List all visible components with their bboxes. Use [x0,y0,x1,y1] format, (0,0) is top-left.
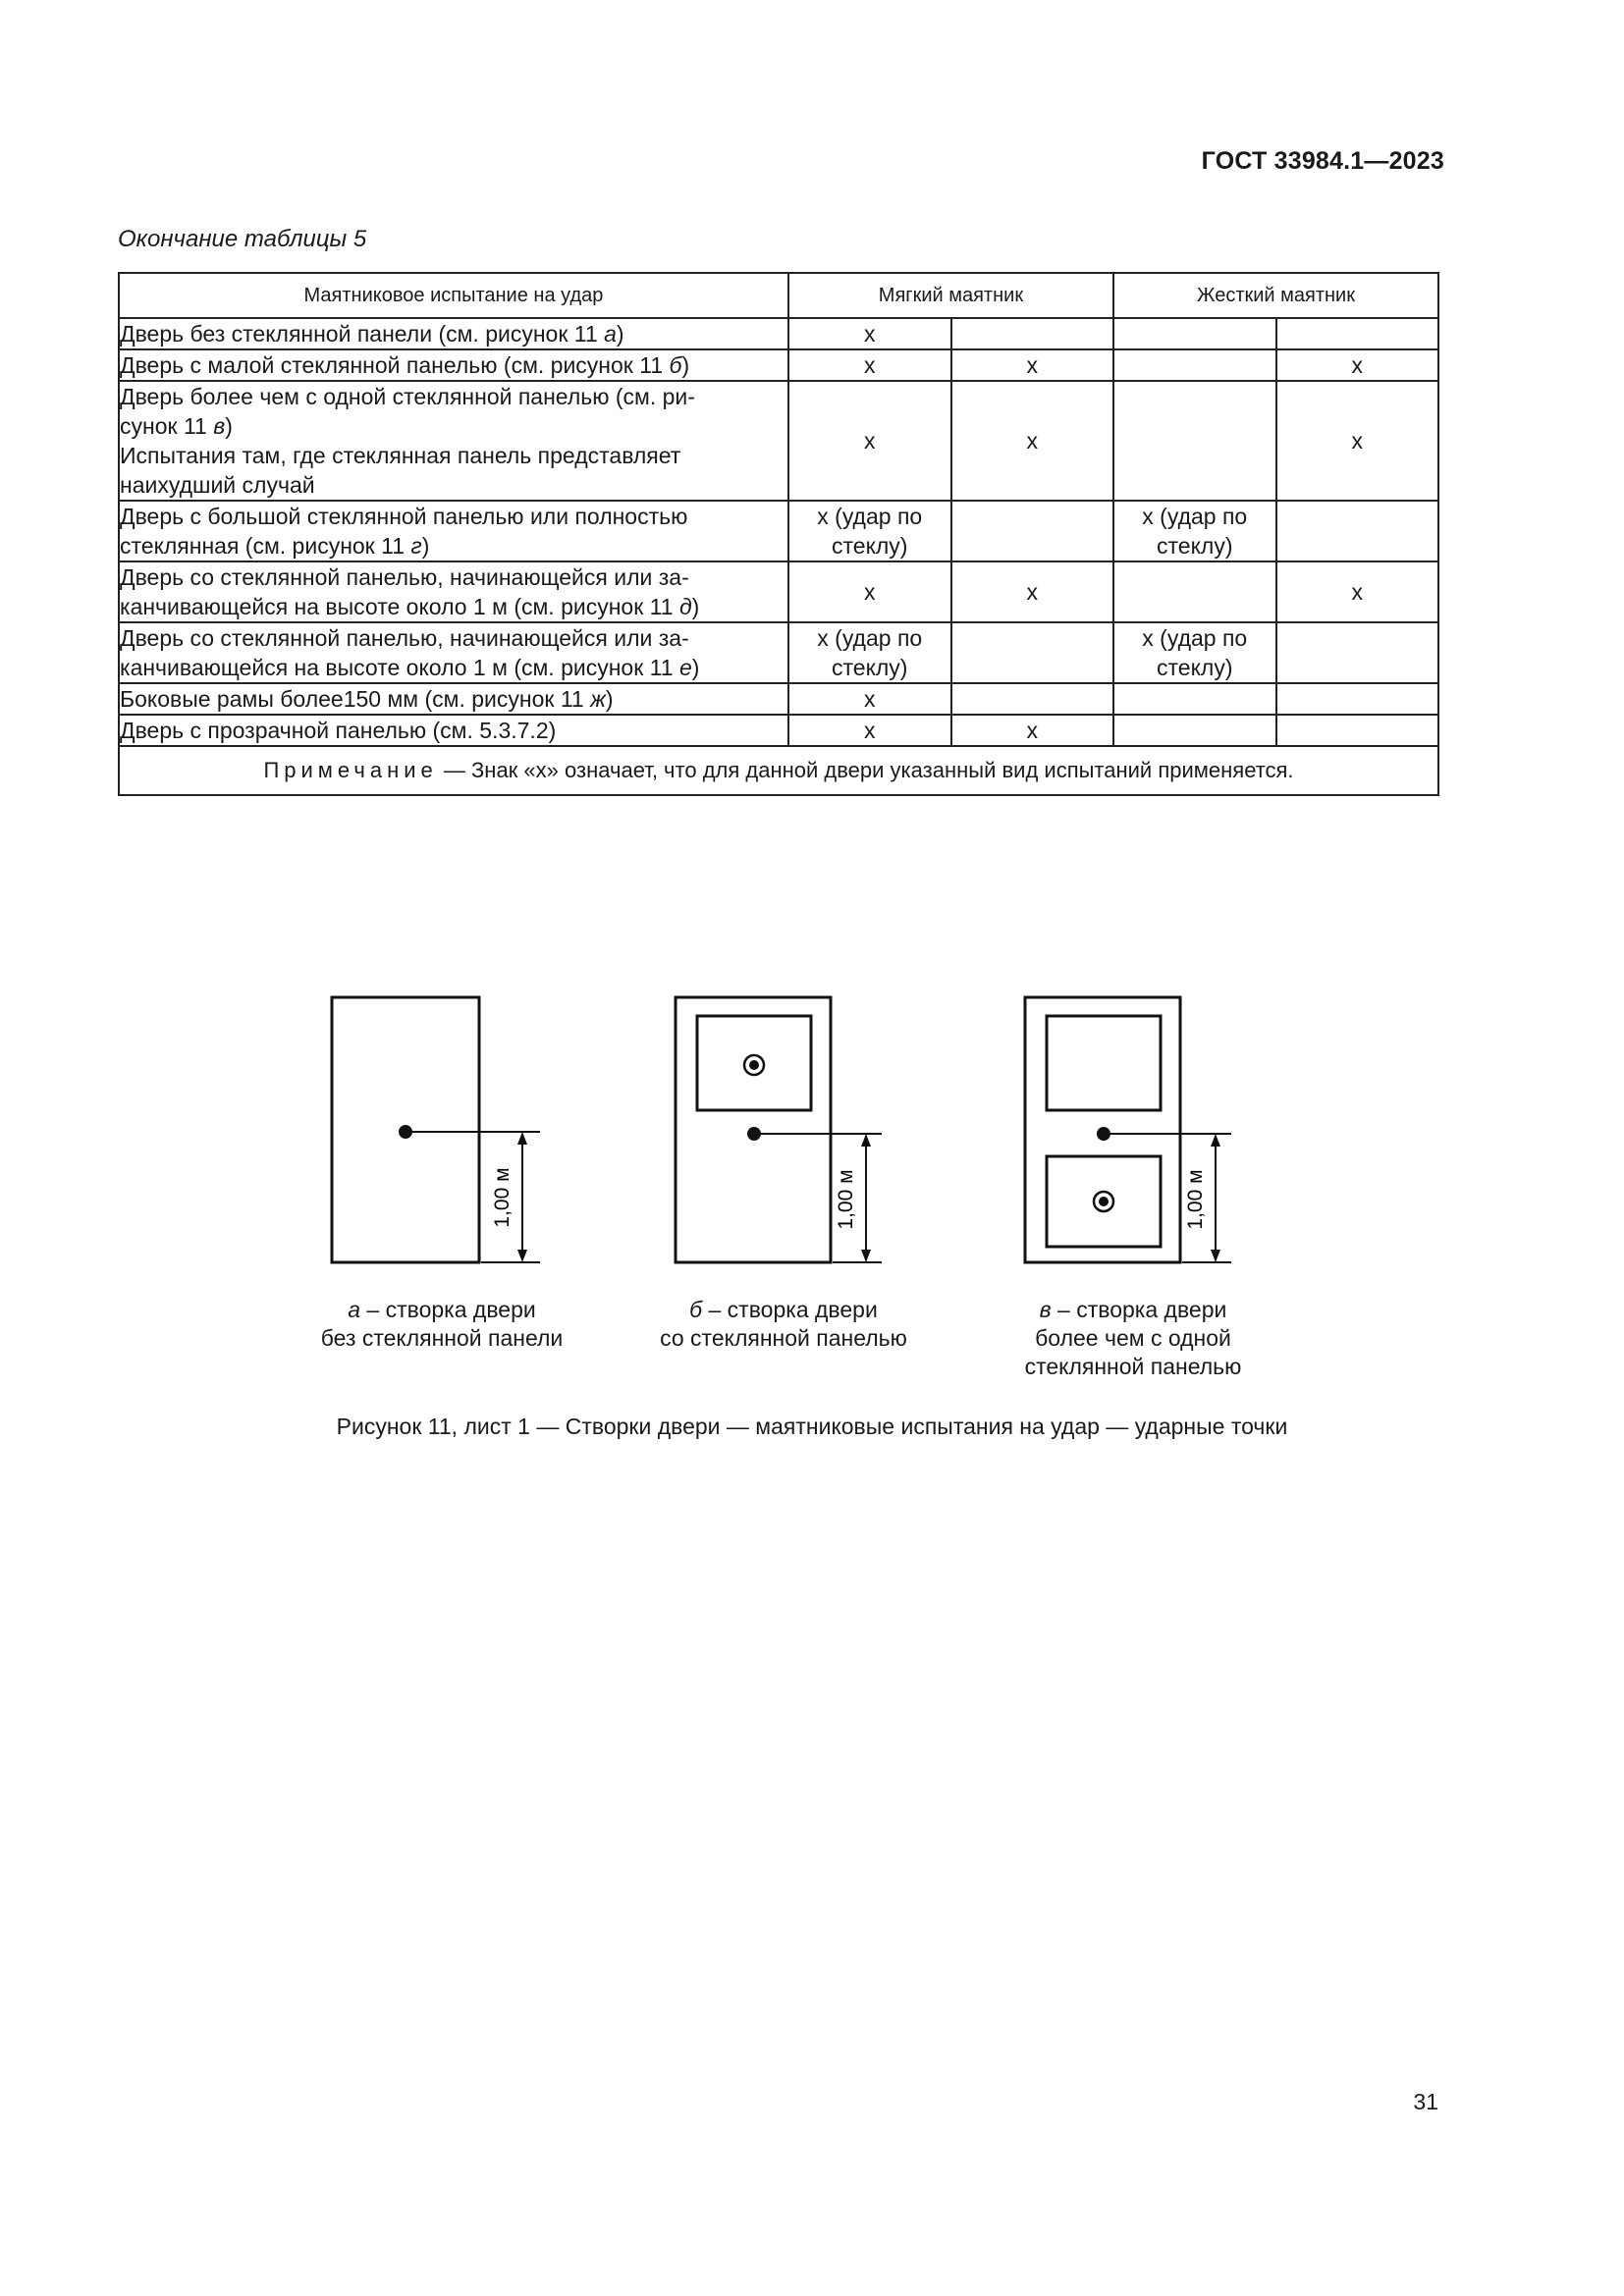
mark-cell-c3 [1113,318,1276,349]
mark-cell-c1: x [788,683,951,715]
note-label: Примечание [263,758,438,782]
mark-cell-c1: x (удар по стеклу) [788,501,951,561]
figure-a [295,991,589,1351]
mark-cell-c1: x [788,715,951,746]
door-diagram-c [986,991,1280,1286]
mark-cell-c3: x (удар по стеклу) [1113,622,1276,683]
table-row [119,501,1438,561]
mark-cell-c2 [951,501,1113,561]
mark-cell-c3 [1113,349,1276,381]
dimension-label: 1,00 м [1184,1169,1207,1230]
mark-cell-c4 [1276,683,1438,715]
header-hard-pendulum: Жесткий маятник [1113,273,1438,318]
table-row [119,622,1438,683]
mark-cell-c4 [1276,318,1438,349]
row-label: Боковые рамы более150 мм (см. рисунок 11 ж) [119,683,788,715]
mark-cell-c1: x [788,349,951,381]
mark-cell-c2: x [951,715,1113,746]
figure-a-caption: а – створка двери без стеклянной панели [320,1297,564,1351]
row-label: Дверь с малой стеклянной панелью (см. рисунок 11 б) [119,349,788,381]
mark-cell-c2 [951,683,1113,715]
dimension-label: 1,00 м [491,1167,514,1228]
arrow-down [1211,1250,1220,1262]
mark-cell-c1: x (удар по стеклу) [788,622,951,683]
table-row [119,683,1438,715]
row-label: Дверь более чем с одной стеклянной панелью (см. ри- сунок 11 в) Испытания там, где стеклянная панель представляет наихудший случай [119,381,788,501]
page-number: 31 [1413,2089,1438,2114]
mark-cell-c4 [1276,501,1438,561]
figure-b-caption: б – створка двери со стеклянной панелью [660,1297,907,1351]
table-row [119,715,1438,746]
row-label: Дверь со стеклянной панелью, начинающейся или за- канчивающейся на высоте около 1 м (см. рисунок 11 д) [119,561,788,622]
arrow-down [861,1250,871,1262]
row-label: Дверь без стеклянной панели (см. рисунок 11 а) [119,318,788,349]
arrow-up [861,1134,871,1147]
figure-title: Рисунок 11, лист 1 — Створки двери — маятниковые испытания на удар — ударные точки [336,1414,1288,1439]
mark-cell-c2: x [951,561,1113,622]
table-row [119,561,1438,622]
arrow-up [1211,1134,1220,1147]
table-caption: Окончание таблицы 5 [118,226,367,252]
mark-cell-c3: x (удар по стеклу) [1113,501,1276,561]
mark-cell-c1: x [788,561,951,622]
header-test: Маятниковое испытание на удар [119,273,788,318]
mark-cell-c1: x [788,381,951,501]
dimension-label: 1,00 м [835,1169,857,1230]
door-diagram-b [636,991,931,1286]
mark-cell-c4: x [1276,561,1438,622]
table-row [119,381,1438,501]
row-label: Дверь со стеклянной панелью, начинающейся или за- канчивающейся на высоте около 1 м (см. рисунок 11 е) [119,622,788,683]
mark-cell-c4: x [1276,349,1438,381]
mark-cell-c4: x [1276,381,1438,501]
mark-cell-c3 [1113,381,1276,501]
row-label: Дверь с большой стеклянной панелью или полностью стеклянная (см. рисунок 11 г) [119,501,788,561]
row-label: Дверь с прозрачной панелью (см. 5.3.7.2) [119,715,788,746]
mark-cell-c1: x [788,318,951,349]
impact-point [747,1127,761,1141]
figure-c [986,991,1280,1379]
table-row [119,349,1438,381]
impact-test-table [118,272,1439,796]
arrow-up [517,1132,527,1145]
document-id: ГОСТ 33984.1—2023 [1201,147,1444,175]
header-soft-pendulum: Мягкий маятник [788,273,1113,318]
table-note [119,746,1438,795]
table-header-row [119,273,1438,318]
mark-cell-c4 [1276,622,1438,683]
impact-point [1097,1127,1110,1141]
door-figures [295,991,1326,1404]
figure-b [636,991,931,1351]
door-diagram-a [295,991,589,1286]
mark-cell-c2: x [951,381,1113,501]
mark-cell-c3 [1113,561,1276,622]
glass-panel-upper [1047,1016,1161,1110]
mark-cell-c3 [1113,683,1276,715]
mark-cell-c2: x [951,349,1113,381]
figure-c-caption: в – створка двери более чем с одной стеклянной панелью [1024,1297,1242,1379]
arrow-down [517,1250,527,1262]
note-text: — Знак «x» означает, что для данной двери указанный вид испытаний применяется. [437,758,1294,782]
table-row [119,318,1438,349]
mark-cell-c3 [1113,715,1276,746]
mark-cell-c4 [1276,715,1438,746]
impact-point [399,1125,412,1139]
mark-cell-c2 [951,318,1113,349]
mark-cell-c2 [951,622,1113,683]
table-note-row [119,746,1438,795]
